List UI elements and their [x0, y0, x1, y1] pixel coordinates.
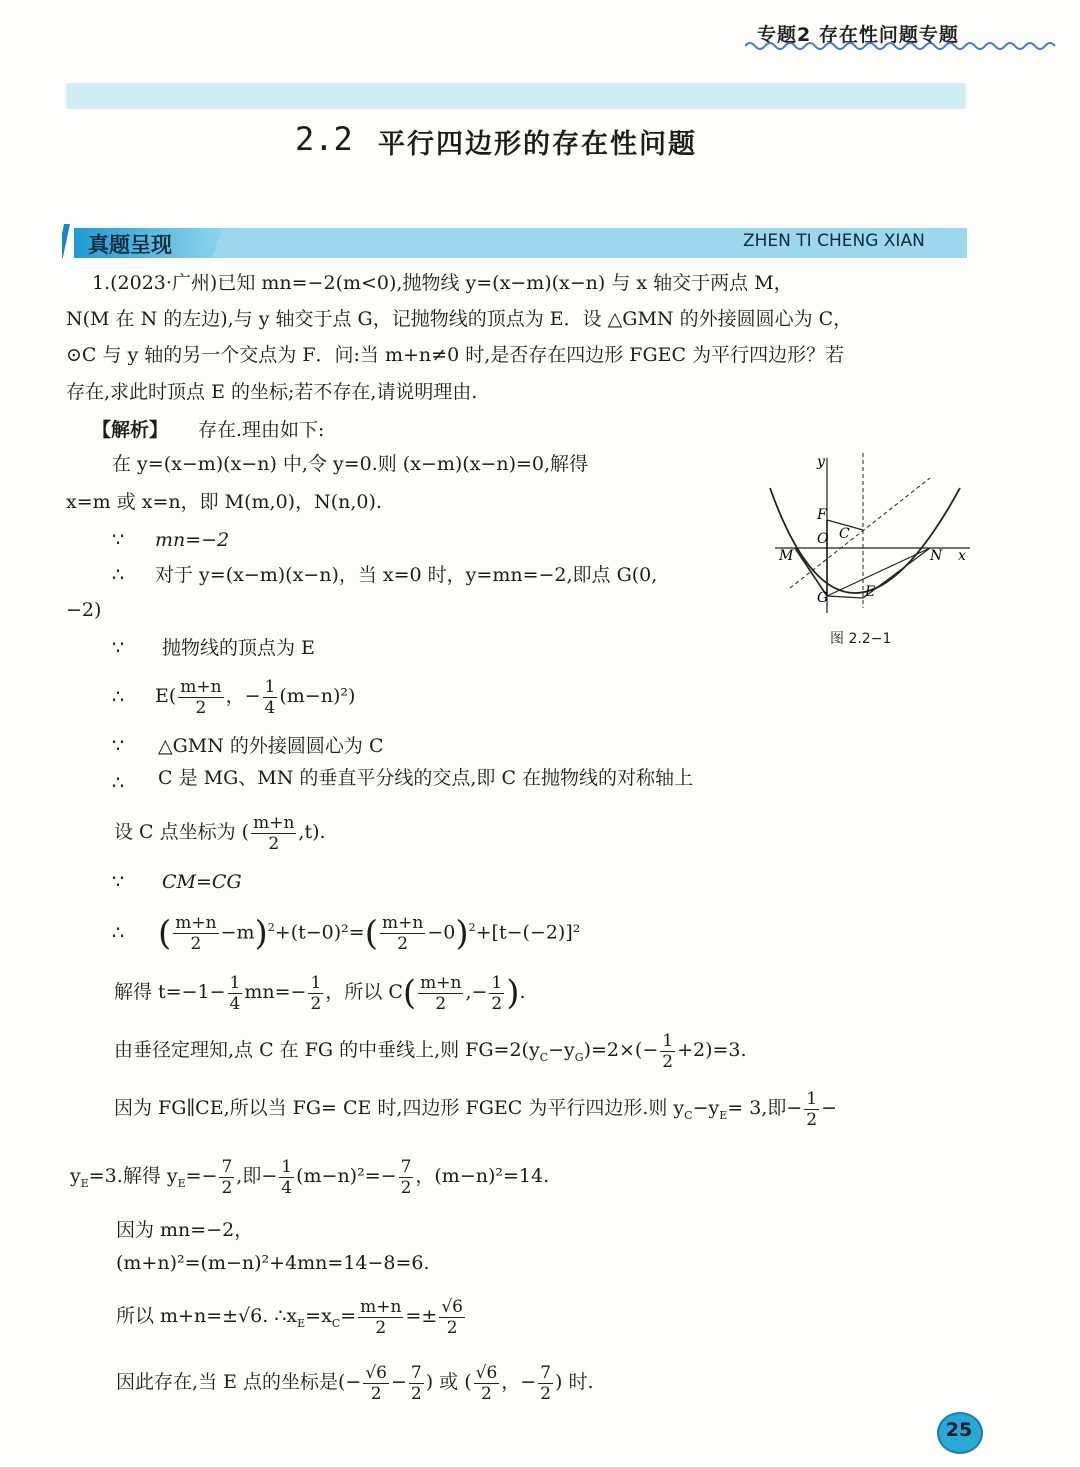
solution-l8: C 是 MG、MN 的垂直平分线的交点,即 C 在抛物线的对称轴上 [158, 767, 694, 789]
text: 设 C 点坐标为 ( [114, 821, 250, 843]
numerator: 7 [410, 1362, 422, 1383]
problem-line-3: ⊙C 与 y 轴的另一个交点为 F．问:当 m+n≠0 时,是否存在四边形 FGEC 为平行四边形？若 [66, 344, 845, 366]
subscript: E [297, 1316, 306, 1330]
therefore-symbol: ∴ [112, 564, 125, 586]
denominator: 2 [662, 1051, 674, 1072]
fraction [489, 973, 504, 1014]
text: )=2×(− [583, 1039, 659, 1061]
denominator: 2 [400, 1177, 412, 1198]
subscript: E [177, 1176, 186, 1190]
text: ，(m−n)²=14. [415, 1165, 550, 1187]
solution-l15 [70, 1152, 549, 1208]
header-underline [745, 40, 1065, 52]
paren: ) [254, 913, 268, 954]
numerator: 7 [540, 1362, 552, 1383]
solution-l19 [116, 1356, 594, 1408]
numerator: √6 [441, 1296, 463, 1317]
denominator: 2 [435, 993, 447, 1014]
numerator: m+n [420, 972, 462, 993]
solution-l17: (m+n)²=(m−n)²+4mn=14−8=6. [116, 1252, 430, 1274]
fraction [804, 1089, 819, 1130]
denominator: 4 [264, 697, 276, 718]
text: = [340, 1305, 357, 1327]
numerator: 7 [221, 1156, 233, 1177]
period: . [519, 981, 526, 1003]
text: =± [405, 1305, 438, 1327]
subscript: E [719, 1108, 728, 1122]
solution-l1: 在 y=(x−m)(x−n) 中,令 y=0.则 (x−m)(x−n)=0,解得 [112, 453, 589, 475]
segment-gn [827, 548, 930, 596]
text: =− [185, 1165, 218, 1187]
problem-line-1: 1.(2023·广州)已知 mn=−2(m<0),抛物线 y=(x−m)(x−n) 与 x 轴交于两点 M， [92, 272, 793, 294]
denominator: 2 [410, 1383, 422, 1404]
solution-l13 [114, 1026, 747, 1082]
subscript: C [684, 1108, 693, 1122]
numerator: 1 [229, 972, 241, 993]
solution-l16: 因为 mn=−2， [116, 1219, 254, 1241]
solution-l3: mn=−2 [155, 529, 230, 551]
text: (m−n)²) [279, 685, 356, 707]
text: − [821, 1097, 838, 1119]
exponent: 2 [267, 921, 275, 934]
denominator: 2 [221, 1177, 233, 1198]
label-o: O [817, 531, 829, 547]
fraction [279, 1157, 294, 1198]
fraction [418, 973, 463, 1014]
text: 所以 m+n=±√6. ∴x [116, 1305, 298, 1327]
solution-l7: △GMN 的外接圆圆心为 C [158, 735, 384, 757]
fraction [439, 1297, 465, 1338]
fraction [358, 1297, 403, 1338]
denominator: 2 [370, 1383, 382, 1404]
denominator: 4 [229, 993, 241, 1014]
denominator: 2 [491, 993, 503, 1014]
solution-l18 [116, 1290, 467, 1350]
text: (m−n)²=− [296, 1165, 397, 1187]
denominator: 2 [268, 833, 280, 854]
numerator: 7 [400, 1156, 412, 1177]
solution-l6 [155, 672, 355, 720]
numerator: m+n [360, 1296, 402, 1317]
exponent: 2 [468, 921, 476, 934]
solution-l14 [114, 1084, 837, 1140]
label-f: F [817, 507, 827, 523]
text: −0 [427, 921, 456, 944]
denominator: 2 [540, 1383, 552, 1404]
numerator: √6 [365, 1362, 387, 1383]
fraction [380, 913, 425, 954]
fraction [474, 1363, 500, 1404]
numerator: √6 [475, 1362, 498, 1383]
text: ，− [225, 685, 261, 707]
because-symbol: ∵ [112, 529, 125, 551]
fraction [219, 1157, 234, 1198]
text: ) 时. [555, 1371, 594, 1393]
text: ,t). [298, 821, 326, 843]
fraction [251, 813, 296, 854]
numerator: m+n [382, 912, 424, 933]
label-x: x [958, 548, 966, 564]
section-title: 平行四边形的存在性问题 [378, 129, 697, 160]
denominator: 2 [806, 1109, 818, 1130]
solution-l0: 存在.理由如下: [198, 419, 325, 441]
label-c: C [839, 526, 850, 542]
label-e: E [865, 584, 876, 600]
denominator: 2 [397, 933, 409, 954]
fraction [308, 973, 323, 1014]
top-band [66, 83, 966, 109]
text: − [390, 1371, 407, 1393]
text: −m [220, 921, 255, 944]
label-m: M [779, 548, 794, 564]
fraction [409, 1363, 424, 1404]
banner-title: 真题呈现 [88, 233, 172, 257]
text: E( [155, 685, 177, 707]
segment-mg [795, 548, 827, 596]
text: +(t−0)²= [274, 921, 365, 944]
paren: ( [402, 973, 417, 1013]
text: =x [305, 1305, 332, 1327]
subscript: C [539, 1050, 549, 1064]
problem-line-4: 存在,求此时顶点 E 的坐标;若不存在,请说明理由. [66, 381, 478, 403]
text: +[t−(−2)]² [475, 921, 581, 944]
fraction [399, 1157, 414, 1198]
because-symbol: ∵ [112, 735, 125, 757]
solution-label: 【解析】 [92, 419, 169, 441]
fraction [173, 913, 218, 954]
parabola-curve [770, 488, 960, 593]
solution-l11 [158, 902, 580, 959]
segment-ge [827, 596, 863, 598]
figure-caption: 图 2.2−1 [830, 631, 892, 647]
parabola-figure [765, 448, 980, 623]
fraction [660, 1031, 675, 1072]
text: 解得 t=−1− [114, 981, 226, 1003]
text: 由垂径定理知,点 C 在 FG 的中垂线上,则 FG=2(y [114, 1039, 540, 1061]
fraction [363, 1363, 389, 1404]
solution-l4b: −2) [66, 599, 102, 621]
text: mn=− [244, 981, 307, 1003]
therefore-symbol: ∴ [112, 686, 125, 708]
numerator: 1 [281, 1156, 293, 1177]
text: =3.解得 y [88, 1165, 178, 1187]
solution-l9 [114, 808, 326, 856]
fraction [538, 1363, 553, 1404]
numerator: 1 [264, 676, 276, 697]
fraction [228, 973, 243, 1014]
therefore-symbol: ∴ [112, 922, 125, 944]
problem-line-2: N(M 在 N 的左边),与 y 轴交于点 G，记抛物线的顶点为 E．设 △GMN 的外接圆圆心为 C， [66, 308, 853, 330]
subscript: E [80, 1176, 89, 1190]
numerator: 1 [310, 972, 322, 993]
section-number: 2.2 [295, 120, 353, 158]
numerator: m+n [175, 912, 217, 933]
text: 因为 FG∥CE,所以当 FG= CE 时,四边形 FGEC 为平行四边形.则 y [114, 1097, 685, 1119]
text: ,− [465, 981, 488, 1003]
subscript: C [331, 1316, 341, 1330]
solution-l10: CM=CG [162, 871, 242, 893]
denominator: 4 [281, 1177, 293, 1198]
fraction [263, 677, 278, 718]
paren: ) [506, 973, 520, 1013]
denominator: 2 [481, 1383, 492, 1404]
paren: ( [158, 913, 172, 954]
numerator: m+n [180, 676, 222, 697]
numerator: 1 [491, 972, 503, 993]
solution-l2: x=m 或 x=n，即 M(m,0)，N(n,0). [66, 491, 382, 513]
because-symbol: ∵ [112, 871, 125, 893]
denominator: 2 [446, 1317, 458, 1338]
text: +2)=3. [677, 1039, 747, 1061]
label-g: G [817, 590, 829, 606]
because-symbol: ∵ [112, 637, 125, 659]
text: ，− [501, 1371, 537, 1393]
numerator: 1 [806, 1088, 818, 1109]
denominator: 2 [195, 697, 207, 718]
header-topic: 专题2 存在性问题专题 [757, 24, 959, 46]
denominator: 2 [310, 993, 322, 1014]
label-y: y [817, 454, 825, 470]
paren: ( [364, 913, 378, 954]
solution-l4: 对于 y=(x−m)(x−n)，当 x=0 时，y=mn=−2,即点 G(0, [155, 564, 658, 586]
solution-l12 [114, 966, 526, 1019]
subscript: G [574, 1050, 584, 1064]
banner-pinyin: ZHEN TI CHENG XIAN [743, 231, 925, 251]
numerator: 1 [662, 1030, 674, 1051]
denominator: 2 [190, 933, 202, 954]
fraction [178, 677, 223, 718]
page-number: 25 [945, 1419, 973, 1441]
label-n: N [930, 548, 943, 564]
text: ,即− [236, 1165, 278, 1187]
therefore-symbol: ∴ [112, 772, 125, 794]
text: y [70, 1165, 81, 1187]
denominator: 2 [375, 1317, 387, 1338]
text: −y [548, 1039, 575, 1061]
text: = 3,即− [727, 1097, 803, 1119]
text: −y [692, 1097, 720, 1119]
text: 因此存在,当 E 点的坐标是(− [116, 1371, 362, 1393]
text: ) 或 ( [425, 1371, 472, 1393]
text: ，所以 C [325, 981, 403, 1003]
paren: ) [455, 913, 469, 954]
numerator: m+n [253, 812, 295, 833]
solution-l5: 抛物线的顶点为 E [162, 637, 315, 659]
